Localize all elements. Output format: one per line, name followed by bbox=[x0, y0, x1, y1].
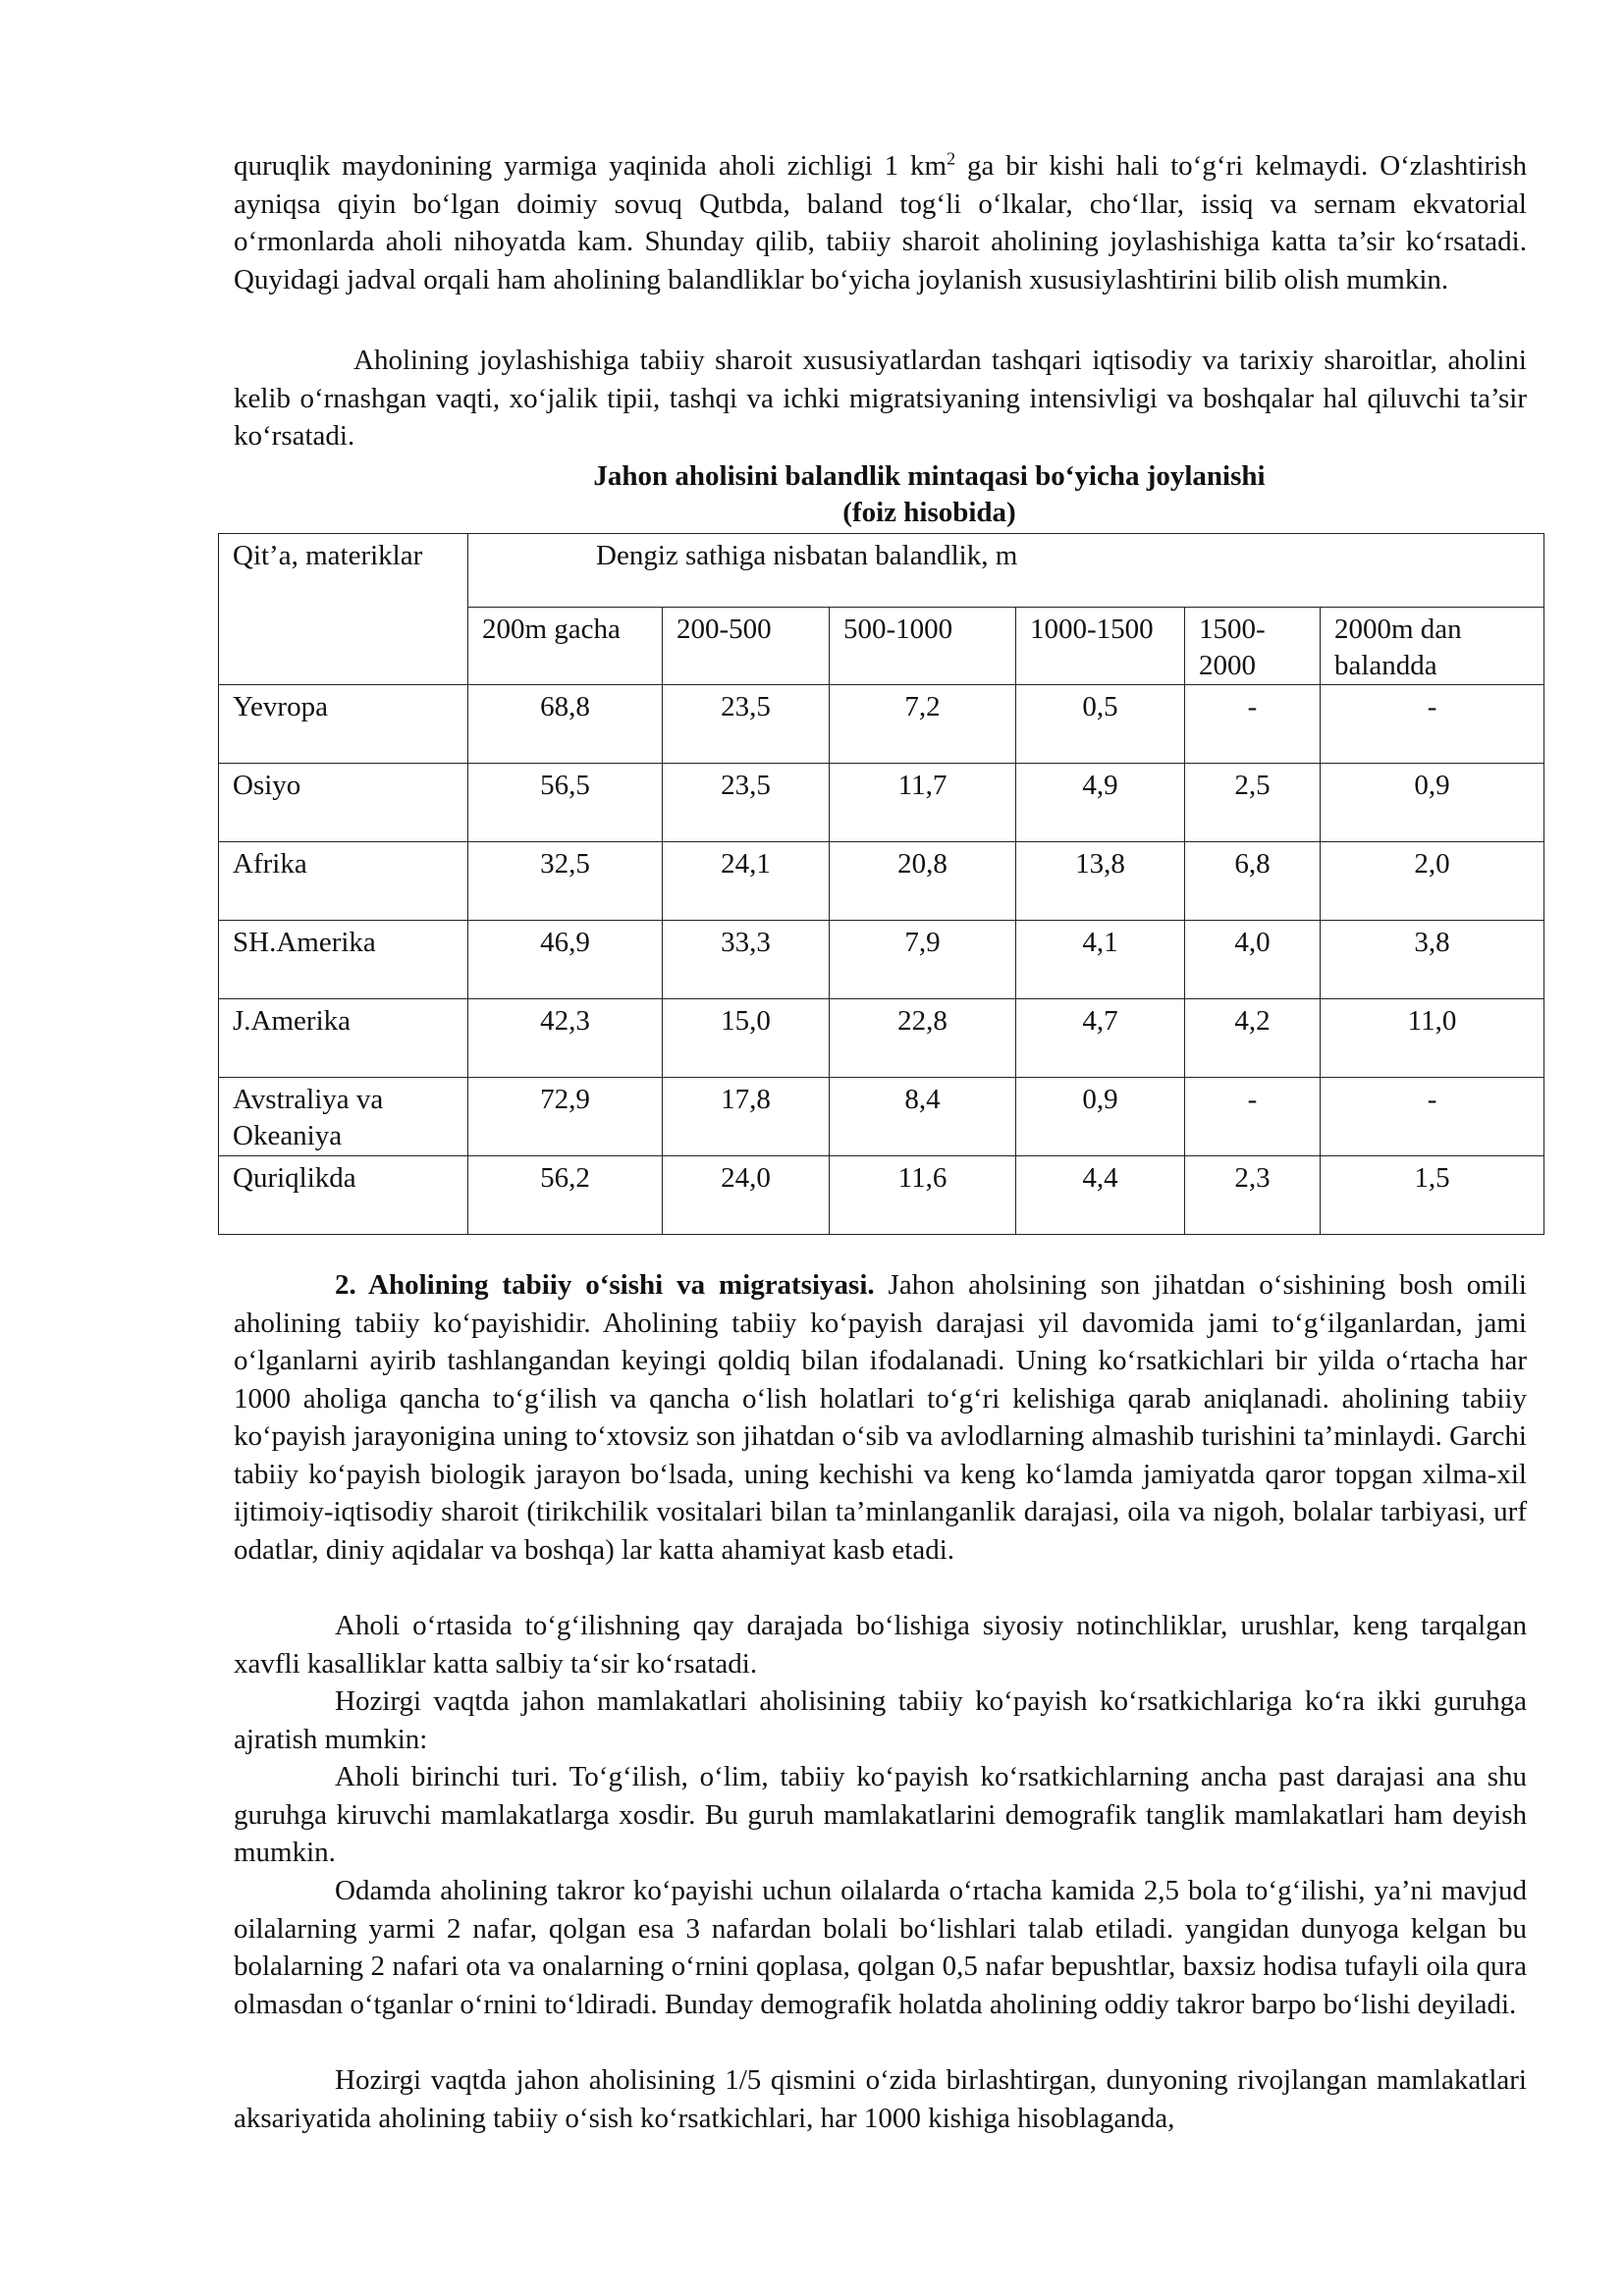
value-cell: 32,5 bbox=[468, 842, 663, 921]
table-row bbox=[219, 999, 1544, 1078]
region-cell: Quriqlikda bbox=[219, 1156, 468, 1235]
value-cell: 8,4 bbox=[830, 1078, 1016, 1156]
paragraph-factors: Aholining joylashishiga tabiiy sharoit xususiyatlardan tashqari iqtisodiy va tarixiy sharoitlar, aholini kelib o‘rnashgan vaqti, xo‘jalik tipii, tashqi va ichki migratsiyaning intensivligi va boshqalar hal qiluvchi ta’sir ko‘rsatadi. bbox=[234, 345, 1527, 452]
value-cell: 7,9 bbox=[830, 921, 1016, 999]
value-cell: 0,5 bbox=[1016, 685, 1185, 764]
paragraph-intro bbox=[234, 147, 1527, 298]
paragraph-developed: Hozirgi vaqtda jahon aholisining 1/5 qismini o‘zida birlashtirgan, dunyoning rivojlangan mamlakatlari aksariyatida aholining tabiiy o‘sish ko‘rsatkichlari, har 1000 kishiga hisoblaganda, bbox=[234, 2064, 1527, 2134]
paragraph-text: quruqlik maydonining yarmiga yaqinida aholi zichligi 1 km bbox=[234, 150, 947, 182]
value-cell: 56,2 bbox=[468, 1156, 663, 1235]
column-header: 1500-2000 bbox=[1185, 608, 1321, 685]
region-cell: Yevropa bbox=[219, 685, 468, 764]
table-row bbox=[219, 921, 1544, 999]
value-cell: 2,5 bbox=[1185, 764, 1321, 842]
value-cell: 42,3 bbox=[468, 999, 663, 1078]
table-row bbox=[219, 842, 1544, 921]
paragraph-reproduction: Odamda aholining takror ko‘payishi uchun oilalarda o‘rtacha kamida 2,5 bola to‘g‘ilishi, ya’ni mavjud oilalarning yarmi 2 nafar, qolgan esa 3 nafardan bolali bo‘lishlari talab etiladi. yangidan dunyoga kelgan bu bolalarning 2 nafari ota va onalarning o‘rnini qoplasa, qolgan 0,5 nafar bepushtlar, baxsiz hodisa tufayli oila qura olmasdan o‘tganlar o‘rnini to‘ldiradi. Bunday demografik holatda aholining oddiy takror barpo bo‘lishi deyiladi. bbox=[234, 1875, 1527, 2020]
paragraph-section2 bbox=[234, 1266, 1527, 1569]
value-cell: 4,9 bbox=[1016, 764, 1185, 842]
value-cell: 0,9 bbox=[1016, 1078, 1185, 1156]
value-cell: 2,3 bbox=[1185, 1156, 1321, 1235]
table-subtitle: (foiz hisobida) bbox=[842, 497, 1016, 528]
value-cell: 15,0 bbox=[663, 999, 830, 1078]
value-cell: - bbox=[1321, 1078, 1544, 1156]
column-header: 200-500 bbox=[663, 608, 830, 685]
value-cell: 4,2 bbox=[1185, 999, 1321, 1078]
value-cell: 1,5 bbox=[1321, 1156, 1544, 1235]
paragraph-unrest: Aholi o‘rtasida to‘g‘ilishning qay darajada bo‘lishiga siyosiy notinchliklar, urushlar, keng tarqalgan xavfli kasalliklar katta salbiy ta‘sir ko‘rsatadi. bbox=[234, 1610, 1527, 1680]
value-cell: - bbox=[1321, 685, 1544, 764]
table-row bbox=[219, 1078, 1544, 1156]
value-cell: 24,0 bbox=[663, 1156, 830, 1235]
value-cell: 20,8 bbox=[830, 842, 1016, 921]
value-cell: 17,8 bbox=[663, 1078, 830, 1156]
value-cell: 7,2 bbox=[830, 685, 1016, 764]
region-cell: Osiyo bbox=[219, 764, 468, 842]
group-header: Dengiz sathiga nisbatan balandlik, m bbox=[468, 534, 1544, 608]
region-cell: J.Amerika bbox=[219, 999, 468, 1078]
corner-header: Qit’a, materiklar bbox=[219, 534, 468, 685]
paragraph-first-type: Aholi birinchi turi. To‘g‘ilish, o‘lim, tabiiy ko‘payish ko‘rsatkichlarning ancha past darajasi ana shu guruhga kiruvchi mamlakatlarga xosdir. Bu guruh mamlakatlarini demografik tanglik mamlakatlari ham deyish mumkin. bbox=[234, 1761, 1527, 1868]
section-heading: 2. Aholining tabiiy o‘sishi va migratsiyasi. bbox=[335, 1269, 875, 1301]
table-row bbox=[219, 685, 1544, 764]
paragraph-text: Jahon aholsining son jihatdan o‘sishining bosh omili aholining tabiiy ko‘payishidir. Aholining tabiiy ko‘payish darajasi yil davomida jami to‘g‘ilganlardan, jami o‘lganlarni ayirib tashlangandan keyingi qoldiq bilan ifodalanadi. Uning ko‘rsatkichlari bir yilda o‘rtacha har 1000 aholiga qancha to‘g‘ilish va qancha o‘lish holatlari to‘g‘ri kelishiga qarab aniqlanadi. aholining tabiiy ko‘payish jarayonigina uning to‘xtovsiz son jihatdan o‘sib va avlodlarning almashib turishini ta’minlaydi. Garchi tabiiy ko‘payish biologik jarayon bo‘lsada, uning kechishi va keng ko‘lamda jamiyatda qaror topgan xilma-xil ijtimoiy-iqtisodiy sharoit (tirikchilik vositalari bilan ta’minlanganlik darajasi, oila va nigoh, bolalar tarbiyasi, urf odatlar, diniy aqidalar va boshqa) lar katta ahamiyat kasb etadi. bbox=[234, 1269, 1527, 1566]
value-cell: 23,5 bbox=[663, 685, 830, 764]
value-cell: 13,8 bbox=[1016, 842, 1185, 921]
superscript: 2 bbox=[947, 148, 956, 169]
region-cell: SH.Amerika bbox=[219, 921, 468, 999]
value-cell: 24,1 bbox=[663, 842, 830, 921]
value-cell: - bbox=[1185, 685, 1321, 764]
value-cell: 33,3 bbox=[663, 921, 830, 999]
value-cell: 23,5 bbox=[663, 764, 830, 842]
table-header-row bbox=[219, 534, 1544, 608]
value-cell: 68,8 bbox=[468, 685, 663, 764]
column-header: 200m gacha bbox=[468, 608, 663, 685]
value-cell: 46,9 bbox=[468, 921, 663, 999]
value-cell: 4,7 bbox=[1016, 999, 1185, 1078]
value-cell: 56,5 bbox=[468, 764, 663, 842]
value-cell: 2,0 bbox=[1321, 842, 1544, 921]
column-header: 500-1000 bbox=[830, 608, 1016, 685]
value-cell: 4,4 bbox=[1016, 1156, 1185, 1235]
region-cell: Afrika bbox=[219, 842, 468, 921]
value-cell: 3,8 bbox=[1321, 921, 1544, 999]
table-row bbox=[219, 764, 1544, 842]
value-cell: 11,6 bbox=[830, 1156, 1016, 1235]
value-cell: 11,7 bbox=[830, 764, 1016, 842]
column-header: 1000-1500 bbox=[1016, 608, 1185, 685]
value-cell: 11,0 bbox=[1321, 999, 1544, 1078]
column-header: 2000m dan balandda bbox=[1321, 608, 1544, 685]
region-cell: Avstraliya va Okeaniya bbox=[219, 1078, 468, 1156]
table-row bbox=[219, 1156, 1544, 1235]
value-cell: 4,1 bbox=[1016, 921, 1185, 999]
altitude-distribution-table bbox=[218, 533, 1544, 1235]
value-cell: - bbox=[1185, 1078, 1321, 1156]
paragraph-groups: Hozirgi vaqtda jahon mamlakatlari aholisining tabiiy ko‘payish ko‘rsatkichlariga ko‘ra ikki guruhga ajratish mumkin: bbox=[234, 1685, 1527, 1755]
value-cell: 4,0 bbox=[1185, 921, 1321, 999]
value-cell: 0,9 bbox=[1321, 764, 1544, 842]
value-cell: 22,8 bbox=[830, 999, 1016, 1078]
paragraph-text: ga bir kishi hali to‘g‘ri kelmaydi. O‘zlashtirish ayniqsa qiyin bo‘lgan doimiy sovuq Qutbda, baland tog‘li o‘lkalar, cho‘llar, issiq va sernam ekvatorial o‘rmonlarda aholi nihoyatda kam. Shunday qilib, tabiiy sharoit aholining joylashishiga katta ta’sir ko‘rsatadi. Quyidagi jadval orqali ham aholining balandliklar bo‘yicha joylanish xususiylashtirini bilib olish mumkin. bbox=[234, 150, 1527, 295]
value-cell: 6,8 bbox=[1185, 842, 1321, 921]
table-title: Jahon aholisini balandlik mintaqasi bo‘yicha joylanishi bbox=[593, 460, 1266, 492]
value-cell: 72,9 bbox=[468, 1078, 663, 1156]
